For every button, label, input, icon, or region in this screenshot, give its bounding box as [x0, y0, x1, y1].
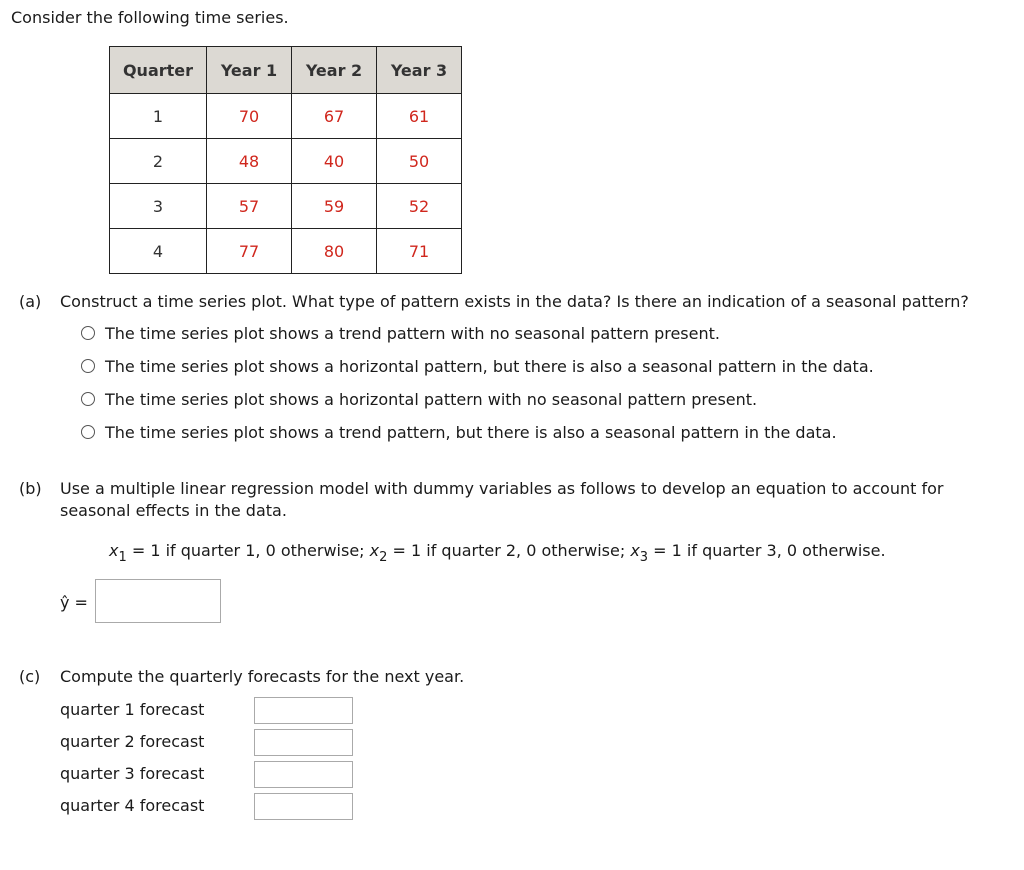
forecast-input-q2[interactable] — [254, 729, 353, 756]
radio-button[interactable] — [81, 326, 95, 340]
cell-value: 61 — [377, 94, 462, 139]
option-text: The time series plot shows a horizontal pattern, but there is also a seasonal pattern in the data. — [105, 356, 874, 376]
part-c-question: Compute the quarterly forecasts for the next year. — [60, 667, 465, 686]
header-year-2: Year 2 — [292, 47, 377, 94]
cell-value: 59 — [292, 184, 377, 229]
yhat-label: ŷ = — [60, 593, 88, 612]
cell-value: 77 — [207, 229, 292, 274]
part-c-label: (c) — [19, 667, 41, 686]
option-4[interactable] — [81, 422, 837, 442]
cell-value: 67 — [292, 94, 377, 139]
var-x2: x — [369, 541, 380, 560]
cell-value: 50 — [377, 139, 462, 184]
forecast-input-q1[interactable] — [254, 697, 353, 724]
table-row — [110, 229, 462, 274]
table-header-row — [110, 47, 462, 94]
radio-button[interactable] — [81, 392, 95, 406]
cell-quarter: 4 — [110, 229, 207, 274]
cell-value: 57 — [207, 184, 292, 229]
radio-button[interactable] — [81, 359, 95, 373]
table-row — [110, 184, 462, 229]
option-2[interactable] — [81, 356, 874, 376]
dummy-variable-definitions — [109, 541, 886, 565]
cell-value: 40 — [292, 139, 377, 184]
option-3[interactable] — [81, 389, 757, 409]
yhat-input[interactable] — [95, 579, 221, 623]
cell-value: 70 — [207, 94, 292, 139]
option-text: The time series plot shows a trend pattern, but there is also a seasonal pattern in the data. — [105, 422, 837, 442]
def-text-2: = 1 if quarter 2, 0 otherwise; — [387, 541, 631, 560]
table-row — [110, 94, 462, 139]
cell-value: 71 — [377, 229, 462, 274]
part-b-question-line1: Use a multiple linear regression model with dummy variables as follows to develop an equation to account for — [60, 479, 944, 498]
header-year-1: Year 1 — [207, 47, 292, 94]
cell-value: 48 — [207, 139, 292, 184]
cell-value: 52 — [377, 184, 462, 229]
intro-text: Consider the following time series. — [11, 8, 289, 27]
part-a-label: (a) — [19, 292, 42, 311]
radio-button[interactable] — [81, 425, 95, 439]
forecast-input-q4[interactable] — [254, 793, 353, 820]
part-a-question: Construct a time series plot. What type of pattern exists in the data? Is there an indication of a seasonal pattern? — [60, 292, 969, 311]
forecast-input-q3[interactable] — [254, 761, 353, 788]
var-x1: x — [109, 541, 119, 560]
sub-2: 2 — [379, 550, 388, 565]
header-year-3: Year 3 — [377, 47, 462, 94]
time-series-table — [109, 46, 462, 274]
header-quarter: Quarter — [110, 47, 207, 94]
forecast-label-q2: quarter 2 forecast — [60, 732, 205, 751]
def-text-3: = 1 if quarter 3, 0 otherwise. — [648, 541, 886, 560]
forecast-label-q1: quarter 1 forecast — [60, 700, 205, 719]
option-text: The time series plot shows a trend pattern with no seasonal pattern present. — [105, 323, 720, 343]
cell-quarter: 3 — [110, 184, 207, 229]
def-text-1: = 1 if quarter 1, 0 otherwise; — [126, 541, 370, 560]
forecast-label-q3: quarter 3 forecast — [60, 764, 205, 783]
forecast-label-q4: quarter 4 forecast — [60, 796, 205, 815]
option-text: The time series plot shows a horizontal pattern with no seasonal pattern present. — [105, 389, 758, 409]
sub-1: 1 — [118, 550, 127, 565]
table-row — [110, 139, 462, 184]
sub-3: 3 — [639, 550, 649, 565]
cell-value: 80 — [292, 229, 377, 274]
cell-quarter: 2 — [110, 139, 207, 184]
cell-quarter: 1 — [110, 94, 207, 139]
var-x3: x — [630, 541, 640, 560]
option-1[interactable] — [81, 323, 720, 343]
part-b-label: (b) — [19, 479, 42, 498]
part-b-question-line2: seasonal effects in the data. — [60, 501, 287, 520]
